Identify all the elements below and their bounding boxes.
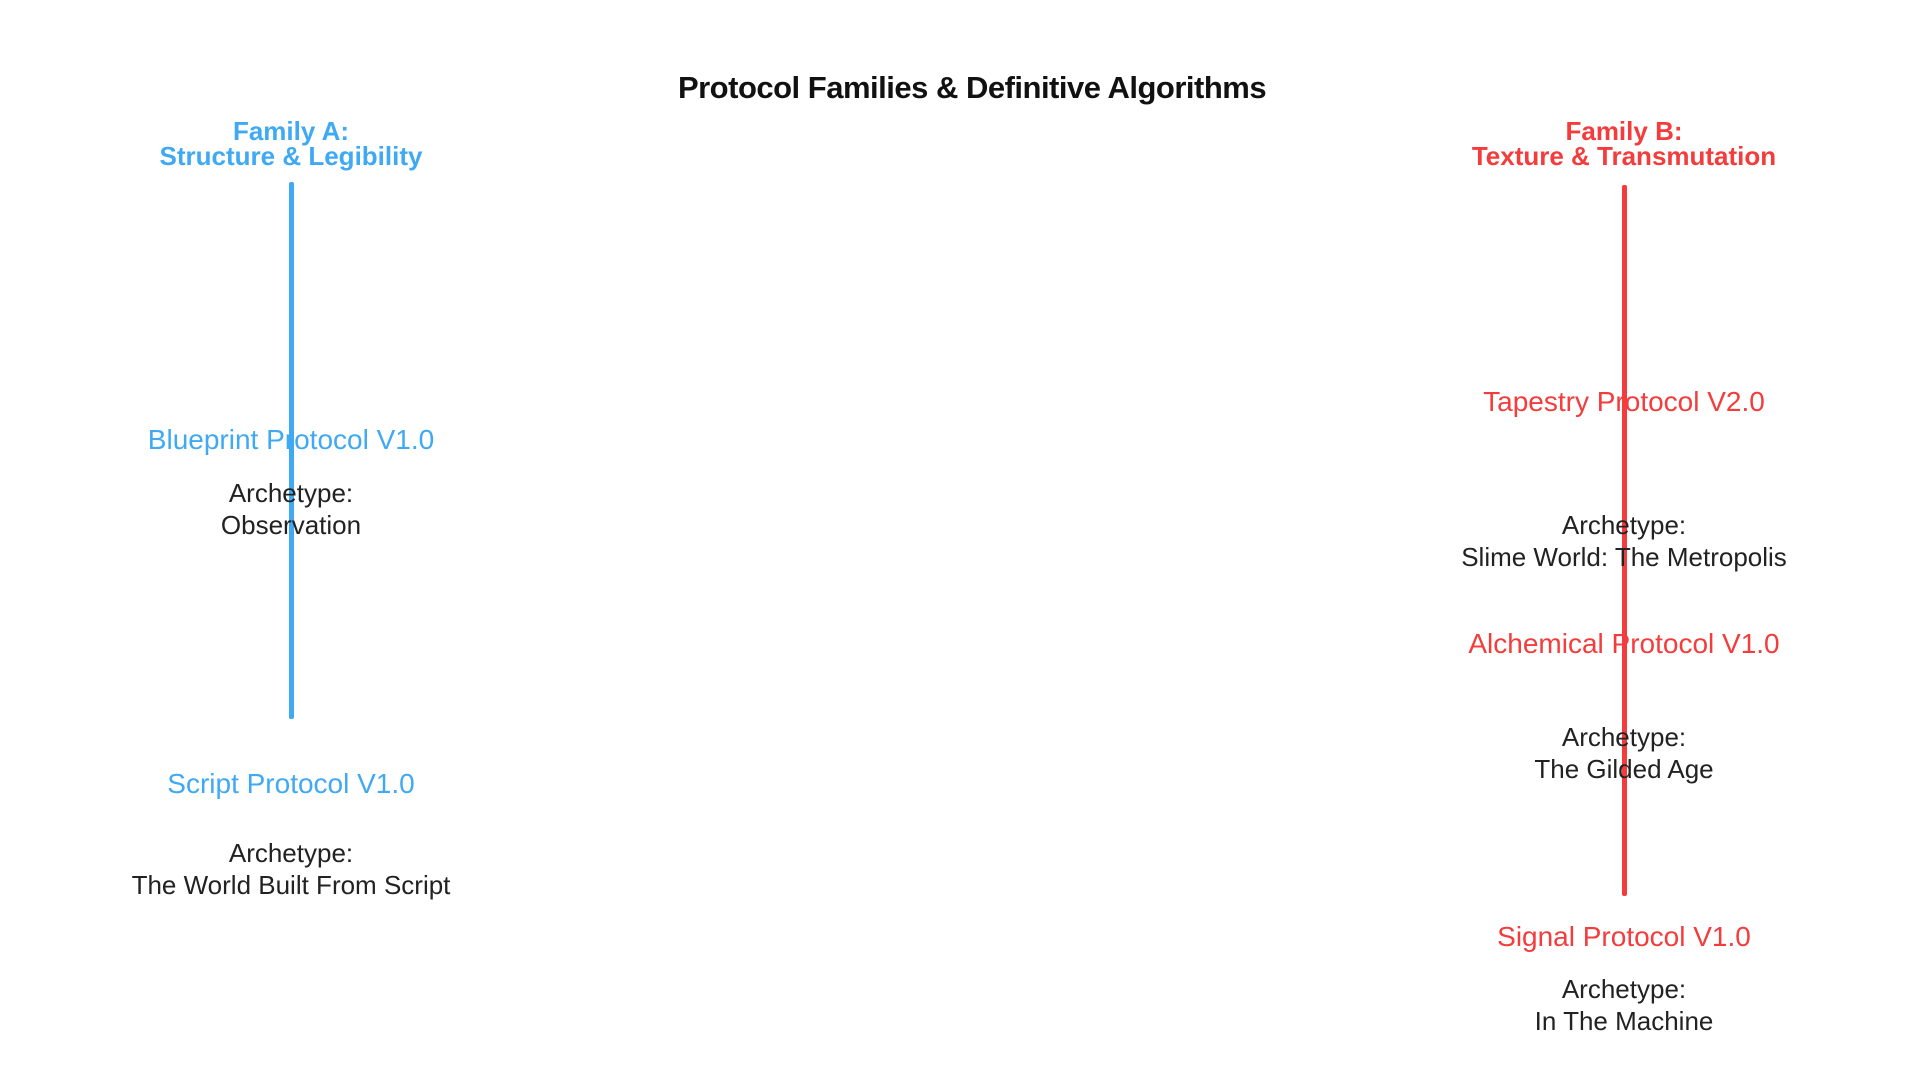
protocol-name-signal: Signal Protocol V1.0 xyxy=(1497,921,1751,952)
archetype-value: Slime World: The Metropolis xyxy=(1461,542,1787,572)
protocol-name-script: Script Protocol V1.0 xyxy=(167,768,415,799)
archetype-value: The World Built From Script xyxy=(131,870,451,900)
protocol-archetype-tapestry xyxy=(1461,509,1787,573)
archetype-label: Archetype: xyxy=(228,478,354,508)
family-a-header-line1: Family A: xyxy=(232,116,350,146)
protocol-archetype-blueprint xyxy=(221,477,361,541)
protocol-name-tapestry: Tapestry Protocol V2.0 xyxy=(1483,386,1765,417)
protocol-archetype-signal xyxy=(1535,973,1714,1037)
protocol-archetype-alchemical xyxy=(1534,721,1713,785)
archetype-label: Archetype: xyxy=(1561,510,1687,540)
archetype-value: Observation xyxy=(220,510,362,540)
archetype-label: Archetype: xyxy=(228,838,354,868)
archetype-label: Archetype: xyxy=(1561,722,1687,752)
protocol-name-alchemical: Alchemical Protocol V1.0 xyxy=(1468,628,1780,659)
family-a-header-line2: Structure & Legibility xyxy=(159,141,423,171)
archetype-value: In The Machine xyxy=(1534,1006,1714,1036)
archetype-value: The Gilded Age xyxy=(1534,754,1714,784)
family-b-header xyxy=(1471,116,1777,171)
family-a-header xyxy=(159,116,423,171)
page-title: Protocol Families & Definitive Algorithms xyxy=(677,70,1267,105)
protocol-name-blueprint: Blueprint Protocol V1.0 xyxy=(147,424,435,455)
family-b-header-line2: Texture & Transmutation xyxy=(1471,141,1777,171)
family-b-header-line1: Family B: xyxy=(1565,116,1683,146)
archetype-label: Archetype: xyxy=(1561,974,1687,1004)
protocol-archetype-script xyxy=(132,837,451,901)
